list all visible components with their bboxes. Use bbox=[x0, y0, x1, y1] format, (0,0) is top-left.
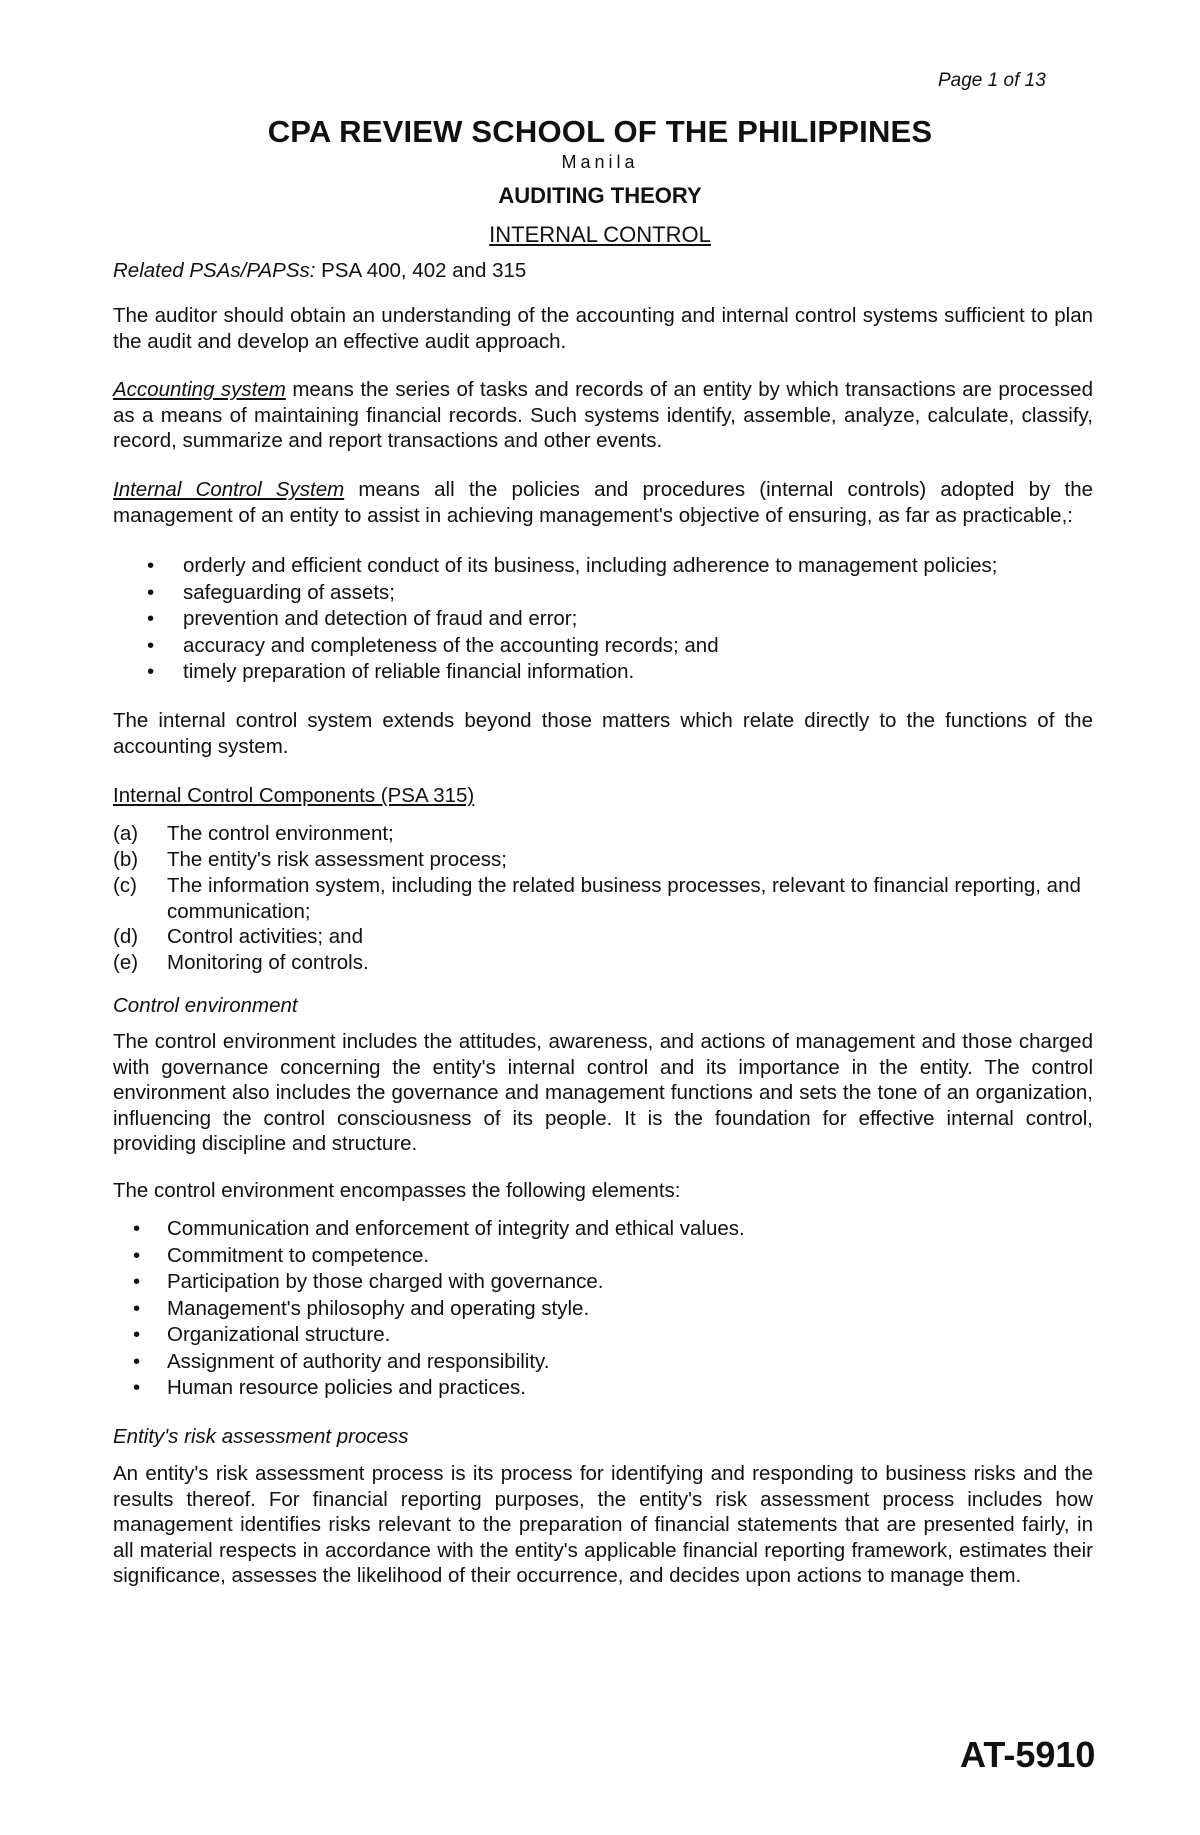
document-code: AT-5910 bbox=[960, 1734, 1096, 1775]
list-item: • prevention and detection of fraud and error; bbox=[113, 606, 1093, 633]
topic-heading bbox=[0, 222, 1200, 248]
item-marker: (d) bbox=[113, 925, 139, 948]
risk-assessment-heading: Entity's risk assessment process bbox=[113, 1425, 409, 1448]
related-value: PSA 400, 402 and 315 bbox=[315, 259, 527, 282]
city-subtitle: Manila bbox=[561, 152, 639, 172]
accounting-system-paragraph bbox=[113, 377, 1093, 454]
list-item bbox=[113, 924, 1093, 950]
internal-control-system-term: Internal Control System bbox=[113, 478, 345, 501]
components-heading: Internal Control Components (PSA 315) bbox=[113, 784, 475, 807]
list-item: • Commitment to competence. bbox=[113, 1243, 1093, 1270]
item-text: The control environment; bbox=[167, 822, 394, 845]
internal-control-system-definition: means all the policies and procedures (internal controls) adopted by the management of an entity to assist in achieving management's objective of ensuring, as far as practicable,: bbox=[113, 478, 1093, 527]
extends-paragraph: The internal control system extends beyond those matters which relate directly to the functions of the accounting system. bbox=[113, 709, 1093, 758]
accounting-system-term: Accounting system bbox=[113, 378, 286, 401]
item-marker: (e) bbox=[113, 951, 139, 974]
risk-assessment-paragraph: An entity's risk assessment process is its process for identifying and responding to business risks and the results thereof. For financial reporting purposes, the entity's risk assessment process includes how management identifies risks relevant to the preparation of financial statements that are presented fairly, in all material respects in accordance with the entity's applicable financial reporting framework, estimates their significance, assesses the likelihood of their occurrence, and decides upon actions to manage them. bbox=[113, 1462, 1093, 1587]
list-item: • Human resource policies and practices. bbox=[113, 1375, 1093, 1402]
list-item: • Management's philosophy and operating style. bbox=[113, 1296, 1093, 1323]
item-text: Control activities; and bbox=[167, 925, 363, 948]
internal-control-system-paragraph bbox=[113, 477, 1093, 528]
list-item bbox=[113, 950, 1093, 976]
list-item bbox=[113, 873, 1093, 924]
list-item: • Participation by those charged with governance. bbox=[113, 1269, 1093, 1296]
control-environment-paragraph: The control environment includes the attitudes, awareness, and actions of management and those charged with governance concerning the entity's internal control and its importance in the entity. The control environment also includes the governance and management functions and sets the tone of an organization, influencing the control consciousness of its people. It is the foundation for effective internal control, providing discipline and structure. bbox=[113, 1030, 1093, 1155]
subject-heading: AUDITING THEORY bbox=[498, 183, 702, 208]
page-number: Page 1 of 13 bbox=[938, 70, 1046, 91]
topic-text: INTERNAL CONTROL bbox=[489, 222, 711, 247]
list-item: • timely preparation of reliable financial information. bbox=[113, 659, 1093, 686]
related-label: Related PSAs/PAPSs: bbox=[113, 259, 316, 282]
item-marker: (c) bbox=[113, 874, 137, 897]
list-item: • Communication and enforcement of integrity and ethical values. bbox=[113, 1216, 1093, 1243]
school-title: CPA REVIEW SCHOOL OF THE PHILIPPINES bbox=[267, 114, 933, 149]
list-item: • Assignment of authority and responsibility. bbox=[113, 1349, 1093, 1376]
list-item: • safeguarding of assets; bbox=[113, 580, 1093, 607]
list-item: • accuracy and completeness of the accounting records; and bbox=[113, 633, 1093, 660]
components-list bbox=[113, 821, 1093, 976]
control-environment-heading: Control environment bbox=[113, 994, 298, 1017]
item-text: The entity's risk assessment process; bbox=[167, 848, 508, 871]
item-text: Monitoring of controls. bbox=[167, 951, 369, 974]
item-marker: (a) bbox=[113, 822, 139, 845]
objectives-list bbox=[113, 553, 1093, 686]
item-text: The information system, including the related business processes, relevant to financial reporting, and communication; bbox=[167, 874, 1081, 923]
list-item: • Organizational structure. bbox=[113, 1322, 1093, 1349]
elements-list bbox=[113, 1216, 1093, 1402]
accounting-system-definition: means the series of tasks and records of an entity by which transactions are processed as a means of maintaining financial records. Such systems identify, assemble, analyze, calculate, classify, record, summarize and report transactions and other events. bbox=[113, 378, 1093, 452]
list-item: • orderly and efficient conduct of its business, including adherence to management policies; bbox=[113, 553, 1093, 580]
elements-intro: The control environment encompasses the following elements: bbox=[113, 1179, 681, 1202]
list-item bbox=[113, 847, 1093, 873]
related-standards bbox=[113, 258, 526, 284]
list-item bbox=[113, 821, 1093, 847]
item-marker: (b) bbox=[113, 848, 139, 871]
intro-paragraph: The auditor should obtain an understanding of the accounting and internal control systems sufficient to plan the audit and develop an effective audit approach. bbox=[113, 304, 1093, 353]
